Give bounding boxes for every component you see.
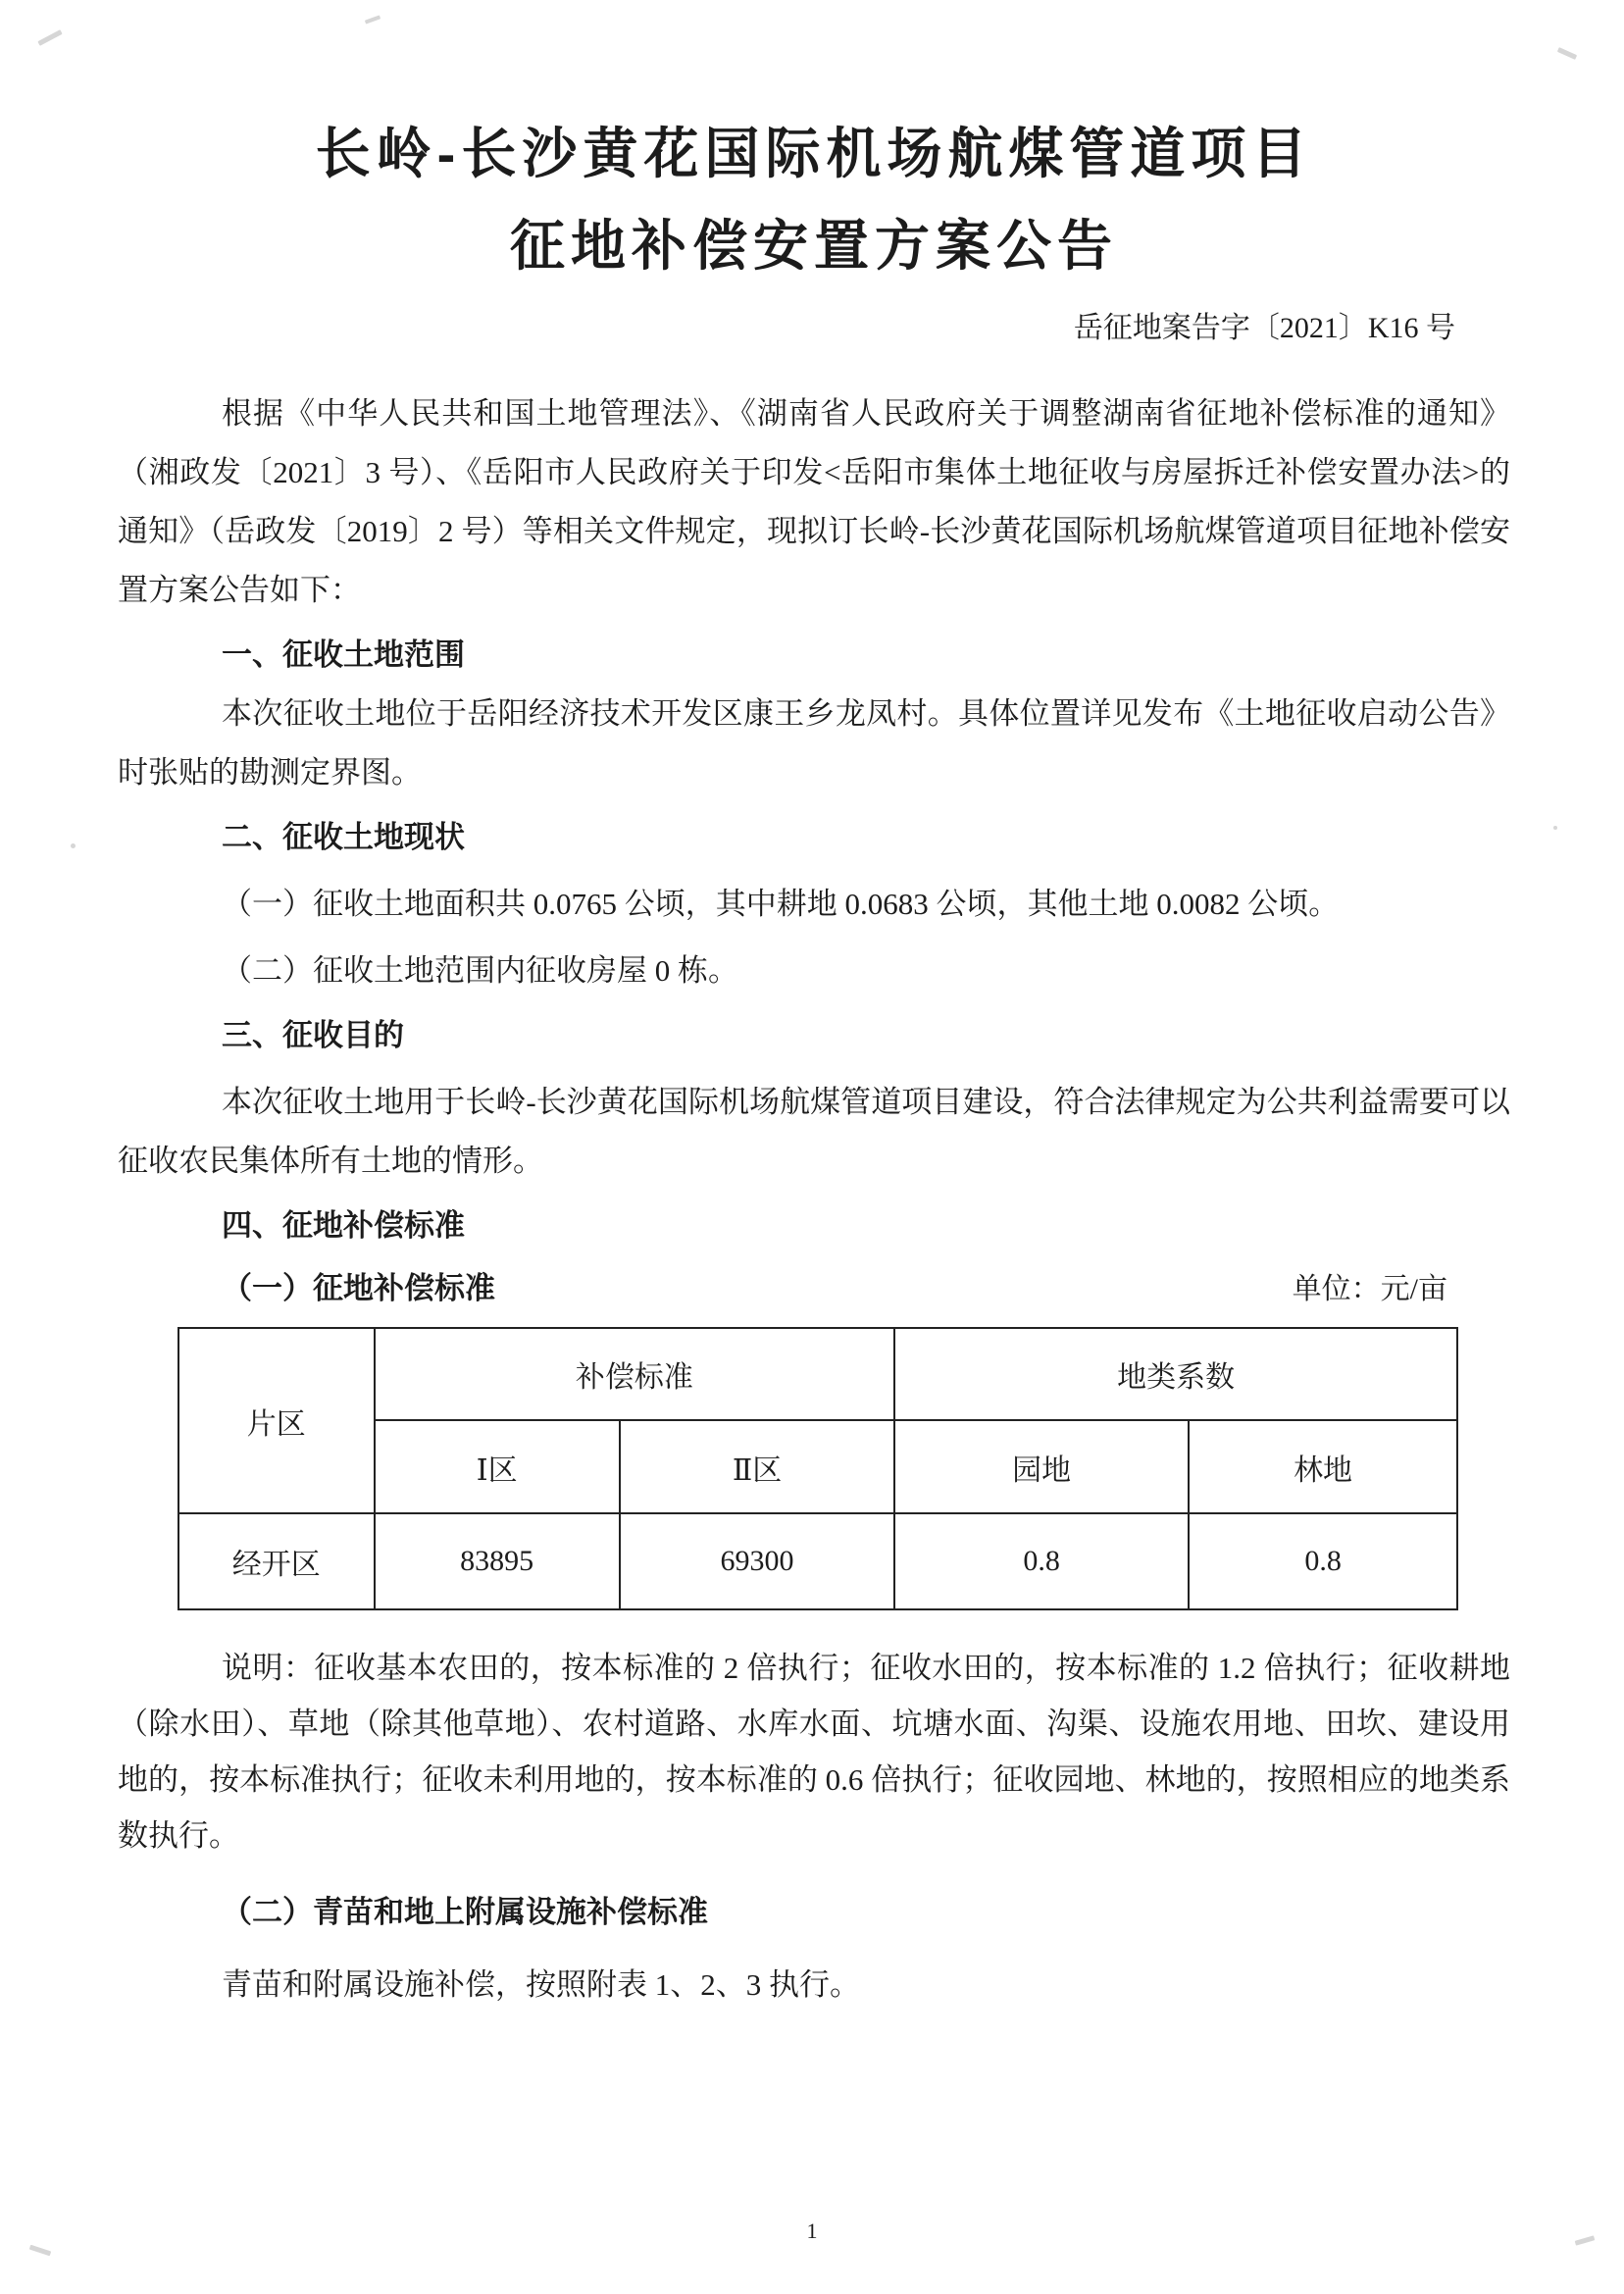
scan-speck (1553, 826, 1557, 830)
scan-speck (29, 2245, 51, 2257)
table-header-compensation-group: 补偿标准 (375, 1328, 895, 1420)
document-title-line2: 征地补偿安置方案公告 (510, 215, 1118, 277)
table-row (178, 1513, 1457, 1609)
table-cell-area: 经开区 (178, 1513, 375, 1609)
intro-paragraph: 根据《中华人民共和国土地管理法》、《湖南省人民政府关于调整湖南省征地补偿标准的通知》（湘政发〔2021〕3 号）、《岳阳市人民政府关于印发<岳阳市集体土地征收与房屋拆迁补偿安置办法>的通知》（岳政发〔2019〕2 号）等相关文件规定，现拟订长岭-长沙黄花国际机场航煤管道项目征地补偿安置方案公告如下： (118, 396, 1510, 607)
table-header-coefficient-group: 地类系数 (894, 1328, 1457, 1420)
table-cell-zone2: 69300 (620, 1513, 894, 1609)
table-header-forest: 林地 (1189, 1420, 1457, 1513)
scan-speck (71, 843, 76, 848)
document-number: 岳征地案告字〔2021〕K16 号 (1073, 312, 1455, 344)
table-unit-label: 单位：元/亩 (1292, 1273, 1447, 1305)
table-header-zone2: Ⅱ区 (620, 1420, 894, 1513)
section-1-heading: 一、征收土地范围 (222, 637, 465, 672)
subsection-2-body: 青苗和附属设施补偿，按照附表 1、2、3 执行。 (222, 1967, 860, 2002)
subsection-1-heading: （一）征地补偿标准 (222, 1271, 495, 1305)
scan-speck (1557, 47, 1577, 60)
table-cell-forest: 0.8 (1189, 1513, 1457, 1609)
compensation-table (178, 1327, 1458, 1610)
table-notes-paragraph: 说明：征收基本农田的，按本标准的 2 倍执行；征收水田的，按本标准的 1.2 倍执行；征收耕地（除水田）、草地（除其他草地）、农村道路、水库水面、坑塘水面、沟渠、设施农用地、田坎、建设用地的，按本标准执行；征收未利用地的，按本标准的 0.6 倍执行；征收园地、林地的，按照相应的地类系数执行。 (118, 1651, 1510, 1853)
section-2-item-1: （一）征收土地面积共 0.0765 公顷，其中耕地 0.0683 公顷，其他土地 0.0082 公顷。 (222, 887, 1340, 921)
subsection-2-heading: （二）青苗和地上附属设施补偿标准 (222, 1895, 708, 1929)
page-number: 1 (806, 2218, 818, 2243)
table-cell-garden: 0.8 (894, 1513, 1189, 1609)
section-3-heading: 三、征收目的 (222, 1018, 404, 1052)
table-header-area: 片区 (178, 1328, 375, 1513)
table-cell-zone1: 83895 (375, 1513, 620, 1609)
table-header-garden: 园地 (894, 1420, 1189, 1513)
document-title-line1: 长岭-长沙黄花国际机场航煤管道项目 (315, 123, 1313, 184)
section-2-item-2: （二）征收土地范围内征收房屋 0 栋。 (222, 953, 738, 988)
scan-speck (37, 29, 62, 46)
subsection-1-row (118, 1259, 1510, 1319)
section-4-heading: 四、征地补偿标准 (222, 1208, 465, 1243)
table-header-zone1: Ⅰ区 (375, 1420, 620, 1513)
section-1-body: 本次征收土地位于岳阳经济技术开发区康王乡龙凤村。具体位置详见发布《土地征收启动公告》时张贴的勘测定界图。 (118, 696, 1510, 790)
scan-speck (365, 15, 381, 24)
table-header-row-1 (178, 1328, 1457, 1420)
section-3-body: 本次征收土地用于长岭-长沙黄花国际机场航煤管道项目建设，符合法律规定为公共利益需要可以征收农民集体所有土地的情形。 (118, 1085, 1510, 1178)
section-2-heading: 二、征收土地现状 (222, 820, 465, 854)
